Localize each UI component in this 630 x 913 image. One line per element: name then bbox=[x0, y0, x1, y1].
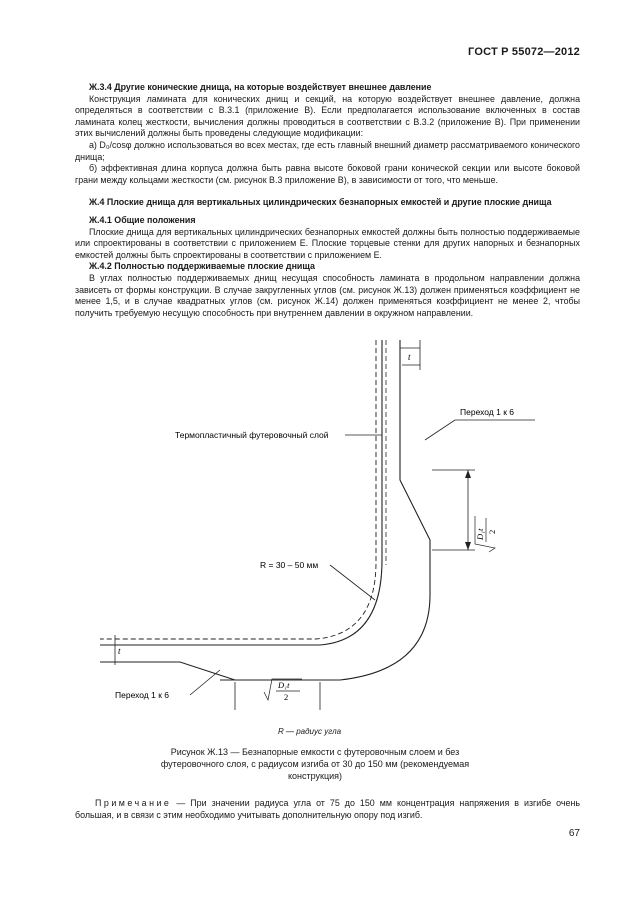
section-j4-heading: Ж.4 Плоские днища для вертикальных цилиндрических безнапорных емкостей и другие плоские днища bbox=[89, 197, 552, 207]
section-j41-paragraph: Плоские днища для вертикальных цилиндрических безнапорных емкостей должны быть полностью поддерживаемые или спроектированы в соответствии с приложением Е. Плоские торцевые стенки для других напорных и безнапорных емкостей должны быть спроектированы в соответствии с приложением Е. bbox=[75, 226, 580, 260]
horizontal-formula-num: D₁t bbox=[278, 680, 290, 690]
section-j42-heading: Ж.4.2 Полностью поддерживаемые плоские днища bbox=[89, 261, 315, 272]
section-j41-heading: Ж.4.1 Общие положения bbox=[89, 215, 196, 225]
liner-label: Термопластичный футеровочный слой bbox=[175, 430, 329, 440]
liner-dashed-line bbox=[100, 340, 376, 639]
note bbox=[75, 798, 580, 821]
transition-bottom-label: Переход 1 к 6 bbox=[115, 690, 170, 700]
section-j41 bbox=[75, 215, 580, 319]
figure-legend: R — радиус угла bbox=[278, 727, 342, 736]
radius-label: R = 30 – 50 мм bbox=[260, 560, 319, 570]
horizontal-formula-den: 2 bbox=[284, 692, 289, 702]
section-j42-paragraph: В углах полностью поддерживаемых днищ несущая способность ламината в продольном направлении должна зависеть от формы конструкции. В случае закругленных углов (см. рисунок Ж.13) должен применяться коэффициент не менее 1,5, и в случае квадратных углов (см. рисунок Ж.14) должен применяться коэффициент не менее 2, чтобы получить требуемую несущую способность при внутреннем давлении в окружном направлении. bbox=[75, 272, 580, 318]
section-j34-item-a: а) D₀/cosφ должно использоваться во всех местах, где есть главный внешний диаметр рассматриваемого конического днища; bbox=[75, 139, 580, 162]
outer-wall-line bbox=[220, 340, 430, 680]
section-j34-item-b: б) эффективная длина корпуса должна быть равна высоте боковой грани конической секции или высоте боковой грани между кольцами жесткости (см. рисунок В.3 приложение В), в зависимости от того, что меньше. bbox=[75, 163, 580, 185]
page-number: 67 bbox=[568, 828, 580, 839]
t-top-label: t bbox=[408, 352, 411, 362]
figure-caption: Рисунок Ж.13 — Безнапорные емкости с футеровочным слоем и без футеровочного слоя, с радиусом изгиба от 30 до 150 мм (рекомендуемая конструкция) bbox=[160, 747, 470, 781]
note-text: — При значении радиуса угла от 75 до 150 мм концентрация напряжения в изгибе очень большая, и в связи с этим необходимо учитывать дополнительную опору под изгиб. bbox=[75, 798, 581, 820]
section-j34-paragraph: Конструкция ламината для конических днищ и секций, на которую воздействует внешнее давление, должна определяться в соответствии с В.3.1 (приложение В). Если предполагается использование включенных в состав ламината колец жесткости, вычисления должны проводиться в соответствии с В.3.2 (приложение В). При применении этих вычислений должны быть проведены следующие модификации: bbox=[75, 93, 580, 139]
note-label: Примечание bbox=[95, 798, 172, 808]
figure-j13-drawing bbox=[90, 340, 560, 715]
transition-top-label: Переход 1 к 6 bbox=[460, 407, 515, 417]
vertical-formula-num: D₁t bbox=[475, 528, 485, 540]
vertical-formula-den: 2 bbox=[487, 529, 497, 534]
section-j4 bbox=[75, 197, 580, 209]
bottom-outer-line bbox=[100, 662, 235, 680]
inner-wall-line bbox=[100, 340, 382, 645]
t-left-label: t bbox=[118, 646, 121, 656]
section-j34 bbox=[75, 82, 580, 186]
document-header: ГОСТ Р 55072—2012 bbox=[468, 46, 580, 58]
section-j34-heading: Ж.3.4 Другие конические днища, на которые воздействует внешнее давление bbox=[89, 82, 432, 92]
